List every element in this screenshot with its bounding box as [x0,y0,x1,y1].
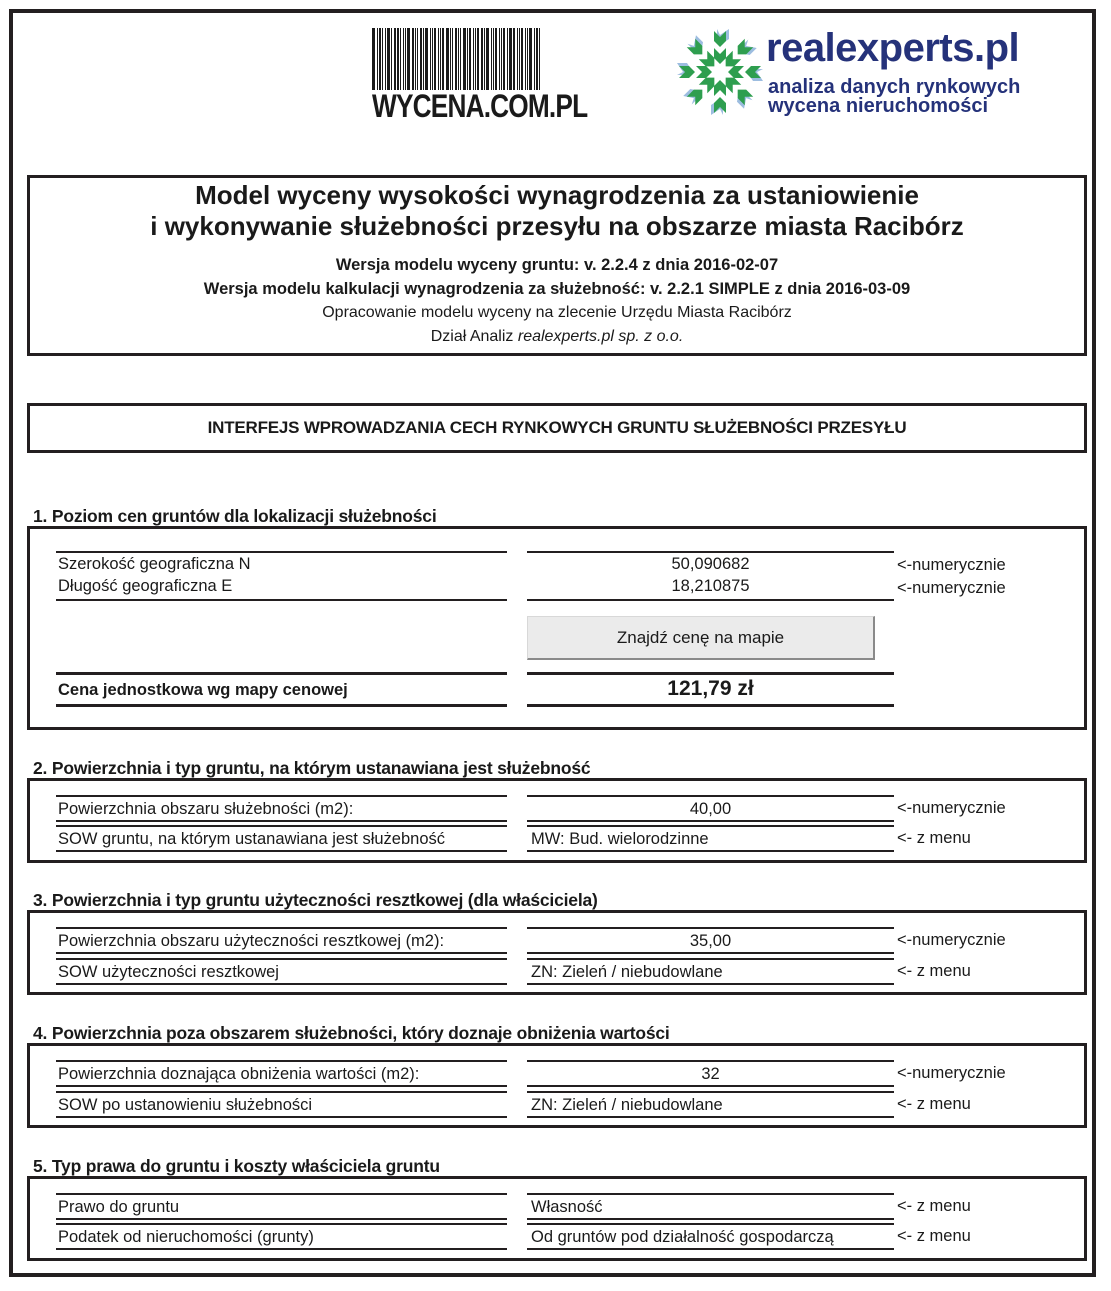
section-2-title: 2. Powierzchnia i typ gruntu, na którym ustanawiana jest służebność [33,758,591,778]
latitude-input[interactable]: 50,090682 [671,555,750,573]
longitude-input[interactable]: 18,210875 [671,577,750,595]
arrow-chevron-shape [714,31,726,47]
barcode-bar [438,28,439,90]
arrow-chevron-shape [733,39,753,59]
barcode-bar [539,28,540,90]
barcode-bar [501,28,502,90]
barcode-bar [417,28,418,90]
barcode-bar [430,28,431,90]
barcode-bar [423,28,424,90]
section-3-row-2-hint: <- z menu [897,962,971,980]
longitude-hint: <-numerycznie [897,579,1006,597]
section-2-row-2-select[interactable]: MW: Bud. wielorodzinne [527,825,894,852]
barcode-bar [469,28,471,90]
barcode-bar [397,28,399,90]
barcode-bar [527,28,528,90]
longitude-label: Długość geograficzna E [58,577,233,595]
barcode-bar [525,28,526,90]
arrow-chevron-shape [714,48,726,64]
barcode-bar [412,28,414,90]
coordinates-labels [56,551,507,601]
interface-title-box [27,403,1087,453]
barcode-bar [536,28,538,90]
section-4-row-2-label: SOW po ustanowieniu służebności [56,1091,507,1118]
barcode-bar [455,28,457,90]
barcode-bar [442,28,444,90]
realexperts-logo-subtitle-2: wycena nieruchomości [768,95,989,117]
arrow-chevron-shape [733,85,753,105]
barcode-bar [391,28,392,90]
barcode-bar [440,28,441,90]
wycena-logo-text: WYCENA.COM.PL [372,88,588,124]
department-company: realexperts.pl sp. z o.o. [517,328,684,345]
barcode-icon [372,28,577,90]
barcode-bar [493,28,494,90]
barcode-bar [372,28,375,90]
unit-price-value: 121,79 zł [527,672,894,707]
model-title-line-1: Model wyceny wysokości wynagrodzenia za ustaniowienie [195,180,919,210]
barcode-bar [382,28,383,90]
barcode-bar [403,28,404,90]
model-title-line-2: i wykonywanie służebności przesyłu na obszarze miasta Racibórz [150,211,964,241]
section-4-title: 4. Powierzchnia poza obszarem służebności, który doznaje obniżenia wartości [33,1023,670,1043]
section-5-row-2-hint: <- z menu [897,1227,971,1245]
barcode-bar [477,28,479,90]
section-2-row-1-input[interactable]: 40,00 [527,795,894,822]
section-3-row-1-input[interactable]: 35,00 [527,927,894,954]
find-price-on-map-button[interactable]: Znajdź cenę na mapie [527,616,875,660]
barcode-bar [519,28,520,90]
arrow-chevron-shape [714,97,726,113]
section-4-row-2-hint: <- z menu [897,1095,971,1113]
section-3-title: 3. Powierzchnia i typ gruntu użyteczności resztkowej (dla właściciela) [33,890,598,910]
section-5-title: 5. Typ prawa do gruntu i koszty właściciela gruntu [33,1156,440,1176]
department-line [30,325,1084,349]
barcode-bar [460,28,461,90]
barcode-bar [446,28,449,90]
barcode-bar [387,28,390,90]
interface-title: INTERFEJS WPROWADZANIA CECH RYNKOWYCH GRUNTU SŁUŻEBNOŚCI PRZESYŁU [207,418,907,437]
section-5-row-1-input[interactable]: Własność [527,1193,894,1220]
latitude-hint: <-numerycznie [897,556,1006,574]
snowflake-arrows-icon [672,26,768,118]
barcode-bar [434,28,436,90]
section-5-row-2-label: Podatek od nieruchomości (grunty) [56,1223,507,1250]
barcode-bar [379,28,381,90]
section-2-row-2-hint: <- z menu [897,829,971,847]
section-4-row-1-input[interactable]: 32 [527,1060,894,1087]
barcode-bar [463,28,466,90]
latitude-label: Szerokość geograficzna N [58,555,251,573]
barcode-bar [467,28,468,90]
barcode-bar [517,28,518,90]
barcode-bar [529,28,532,90]
arrow-chevron-shape [745,66,761,78]
barcode-bar [458,28,459,90]
unit-price-label: Cena jednostkowa wg mapy cenowej [56,672,507,707]
barcode-bar [415,28,416,90]
barcode-bar [452,28,453,90]
section-4-row-1-hint: <-numerycznie [897,1064,1006,1082]
barcode-bar [432,28,433,90]
barcode-bar [407,28,410,90]
section-5-row-1-hint: <- z menu [897,1197,971,1215]
section-4-row-2-select[interactable]: ZN: Zieleń / niebudowlane [527,1091,894,1118]
section-5-row-2-select[interactable]: Od gruntów pod działalność gospodarczą [527,1223,894,1250]
barcode-bar [394,28,396,90]
coordinates-inputs [527,551,894,601]
barcode-bar [473,28,474,90]
section-5-row-1-label: Prawo do gruntu [56,1193,507,1220]
barcode-bar [486,28,489,90]
section-3-row-2-select[interactable]: ZN: Zieleń / niebudowlane [527,958,894,985]
arrow-chevron-shape [679,66,695,78]
barcode-bar [425,28,428,90]
barcode-bar [495,28,497,90]
realexperts-logo-subtitle-1: analiza danych rynkowych [768,76,1021,98]
section-3-row-1-hint: <-numerycznie [897,931,1006,949]
arrow-chevron-shape [728,66,744,78]
department-prefix: Dział Analiz [430,328,514,345]
section-2-row-1-label: Powierzchnia obszaru służebności (m2): [56,795,507,822]
barcode-bar [509,28,512,90]
version-calc-model: Wersja modelu kalkulacji wynagrodzenia za służebność: v. 2.2.1 SIMPLE z dnia 2016-03-09 [203,280,911,298]
section-2-row-2-label: SOW gruntu, na którym ustanawiana jest służebność [56,825,507,852]
realexperts-logo-title: realexperts.pl [766,26,1020,70]
section-4-row-1-label: Powierzchnia doznająca obniżenia wartości (m2): [56,1060,507,1087]
barcode-bar [385,28,386,90]
barcode-bar [507,28,508,90]
barcode-bar [400,28,401,90]
arrow-chevron-shape [714,80,726,96]
section-1-title: 1. Poziom cen gruntów dla lokalizacji służebności [33,506,437,526]
barcode-bar [503,28,505,90]
barcode-bar [513,28,515,90]
barcode-bar [475,28,476,90]
section-3-row-1-label: Powierzchnia obszaru użyteczności resztkowej (m2): [56,927,507,954]
barcode-bar [521,28,523,90]
section-2-row-1-hint: <-numerycznie [897,799,1006,817]
arrow-chevron-shape [687,39,707,59]
barcode-bar [377,28,378,90]
barcode-bar [481,28,483,90]
arrow-chevron-shape [696,66,712,78]
commissioned-by: Opracowanie modelu wyceny na zlecenie Urzędu Miasta Racibórz [322,304,792,321]
barcode-bar [420,28,422,90]
barcode-bar [491,28,492,90]
barcode-bar [405,28,406,90]
barcode-bar [484,28,485,90]
barcode-bar [450,28,451,90]
barcode-bar [499,28,500,90]
section-3-row-2-label: SOW użyteczności resztkowej [56,958,507,985]
barcode-bar [534,28,535,90]
arrow-chevron-shape [687,85,707,105]
model-header-box [27,175,1087,356]
version-land-model: Wersja modelu wyceny gruntu: v. 2.2.4 z dnia 2016-02-07 [335,256,779,274]
